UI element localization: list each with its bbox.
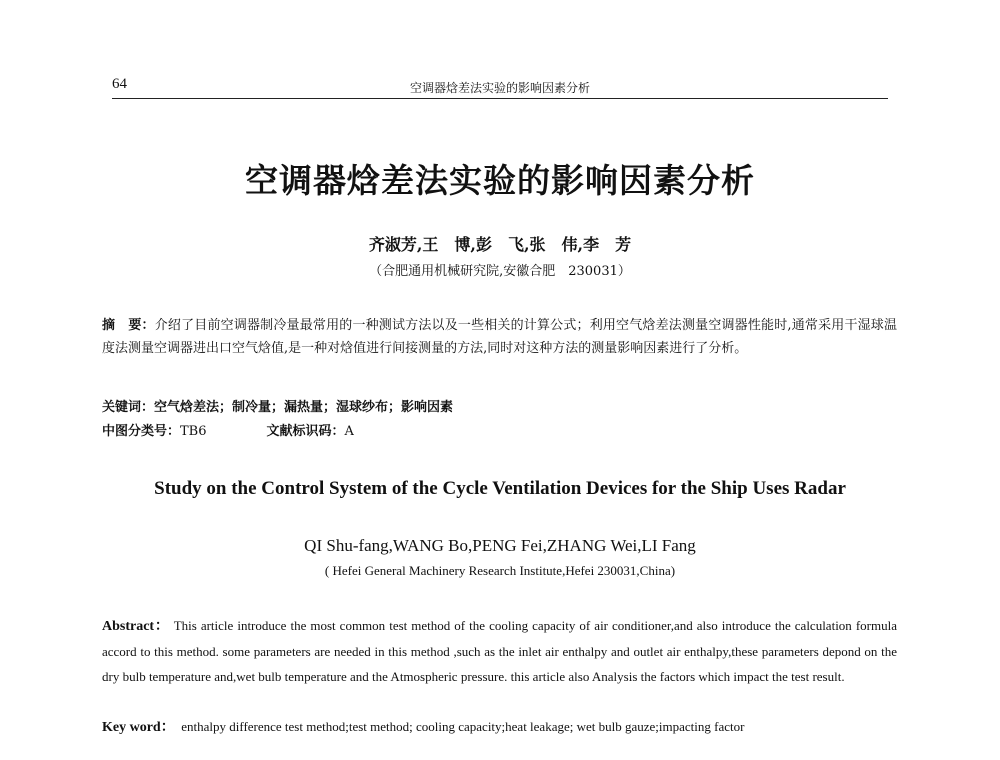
keywords-english-text: enthalpy difference test method;test method; cooling capacity;heat leakage; wet bulb gauze;impacting factor	[181, 719, 745, 734]
abstract-chinese	[102, 314, 897, 360]
running-title: 空调器焓差法实验的影响因素分析	[409, 81, 590, 95]
authors-english: QI Shu-fang,WANG Bo,PENG Fei,ZHANG Wei,LI Fang	[304, 536, 696, 555]
affiliation-english: ( Hefei General Machinery Research Institute,Hefei 230031,China)	[324, 563, 676, 578]
abstract-chinese-text: 介绍了目前空调器制冷量最常用的一种测试方法以及一些相关的计算公式；利用空气焓差法测量空调器性能时,通常采用干湿球温度法测量空调器进出口空气焓值,是一种对焓值进行间接测量的方法,同时对这种方法的测量影响因素进行了分析。	[102, 318, 897, 356]
authors-chinese: 齐淑芳,王 博,彭 飞,张 伟,李 芳	[368, 235, 632, 254]
keywords-chinese-text: 空气焓差法；制冷量；漏热量；湿球纱布；影响因素	[154, 400, 454, 415]
abstract-english-label: Abstract：	[102, 619, 170, 634]
doc-code-value: A	[344, 424, 354, 439]
clc-label: 中图分类号：	[102, 424, 181, 439]
title-chinese: 空调器焓差法实验的影响因素分析	[245, 161, 755, 200]
title-english: Study on the Control System of the Cycle Ventilation Devices for the Ship Uses Radar	[154, 478, 846, 499]
running-header	[112, 74, 888, 99]
keywords-english-label: Key word：	[102, 720, 175, 735]
keywords-chinese-label: 关键词：	[102, 400, 155, 415]
abstract-chinese-label: 摘 要：	[102, 318, 155, 333]
abstract-english	[102, 613, 897, 689]
keywords-chinese	[102, 396, 453, 415]
abstract-english-text: This article introduce the most common test method of the cooling capacity of air conditioner,and also introduce the calculation formula accord to this method. some parameters are needed in this method ,such as the inlet air enthalpy and outlet air enthalpy,these parameters depond on the dry bulb temperature and,wet bulb temperature and the Atmospheric pressure. this article also Analysis the factors which impact the test result.	[102, 618, 897, 684]
page-number: 64	[112, 76, 127, 92]
affiliation-chinese: （合肥通用机械研究院,安徽合肥 230031）	[369, 264, 631, 279]
doc-code-label: 文献标识码：	[266, 424, 345, 439]
classification-chinese	[102, 420, 354, 439]
keywords-english	[102, 716, 744, 736]
clc-value: TB6	[180, 424, 207, 439]
